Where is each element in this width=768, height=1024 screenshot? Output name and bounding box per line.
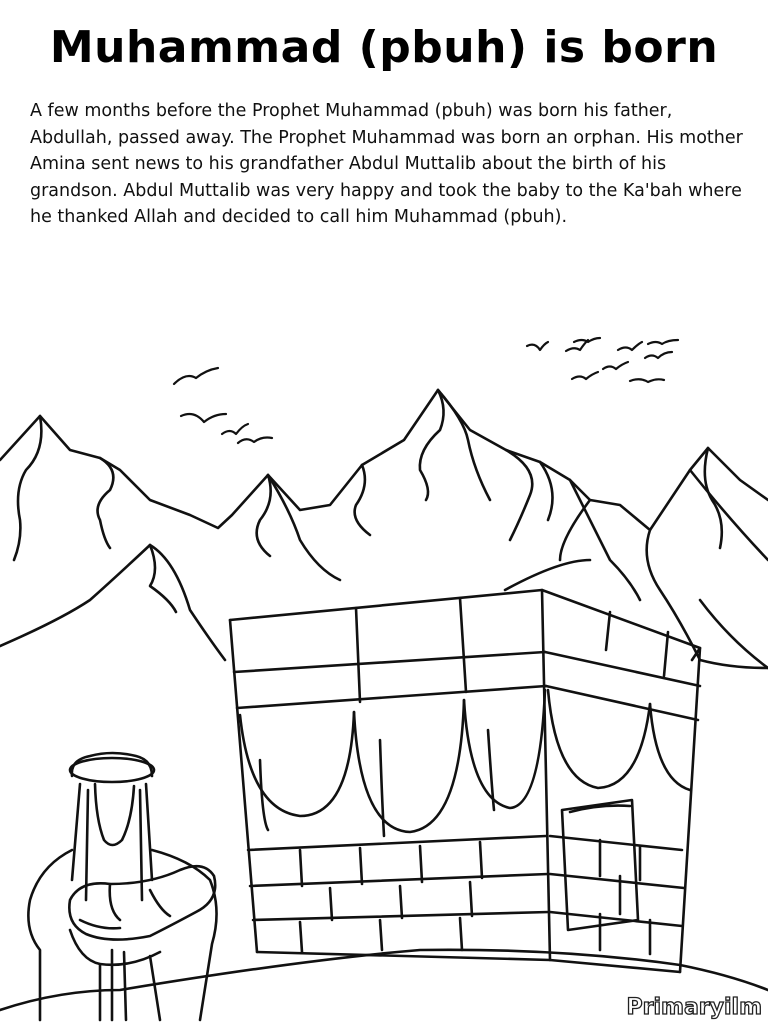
kaaba [230,590,700,972]
primaryilm-logo: Primaryilm [626,995,762,1020]
page-title: Muhammad (pbuh) is born [49,22,719,73]
mountains [0,390,768,668]
birds [174,338,678,443]
coloring-illustration [0,320,768,1024]
story-paragraph: A few months before the Prophet Muhammad (pbuh) was born his father, Abdullah, passed away. The Prophet Muhammad was born an orphan. His mother Amina sent news to his grandfather Abdul Muttalib about the birth of his grandson. Abdul Muttalib was very happy and took the baby to the Ka'bah where he thanked Allah and decided to call him Muhammad (pbuh). [30,101,743,227]
